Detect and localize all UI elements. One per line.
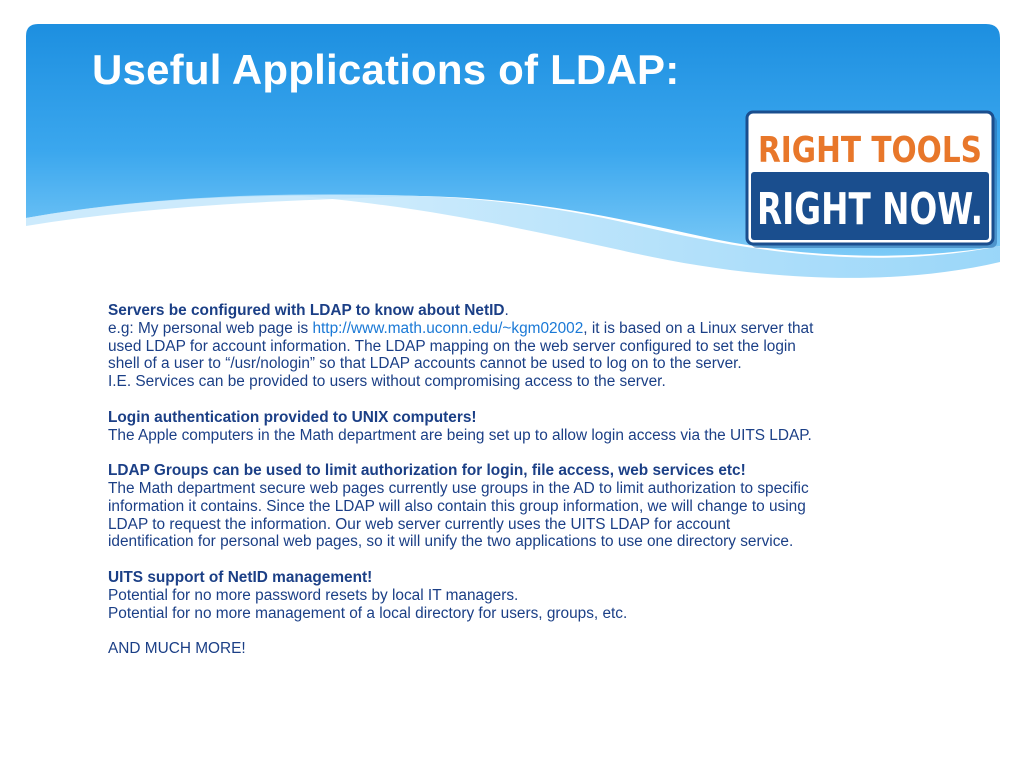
right-tools-logo	[745, 110, 1001, 252]
body-line: identification for personal web pages, so it will unify the two applications to use one directory service.	[108, 533, 794, 551]
logo-line2: RIGHT NOW.	[757, 184, 983, 235]
body-line: used LDAP for account information. The LDAP mapping on the web server configured to set the login	[108, 337, 796, 355]
personal-web-page-link[interactable]: http://www.math.uconn.edu/~kgm02002	[312, 319, 584, 337]
body-line: information it contains. Since the LDAP will also contain this group information, we will change to using	[108, 497, 806, 515]
section-heading: Login authentication provided to UNIX computers!	[108, 408, 477, 426]
body-line: The Apple computers in the Math department are being set up to allow login access via the UITS LDAP.	[108, 426, 812, 444]
section-heading: LDAP Groups can be used to limit authorization for login, file access, web services etc!	[108, 462, 746, 480]
section-ldap-groups	[108, 462, 928, 551]
example-prefix: e.g: My personal web page is	[108, 319, 313, 337]
section-login-authentication	[108, 409, 928, 445]
section-heading: Servers be configured with LDAP to know about NetID	[108, 302, 505, 319]
body-line: shell of a user to “/usr/nologin” so that LDAP accounts cannot be used to log on to the server.	[108, 355, 742, 373]
closing-text-block	[108, 640, 928, 658]
body-content	[108, 302, 928, 676]
section-heading: UITS support of NetID management!	[108, 568, 373, 586]
body-line: The Math department secure web pages currently use groups in the AD to limit authorization to specific	[108, 479, 809, 497]
closing-text: AND MUCH MORE!	[108, 640, 246, 658]
body-line: I.E. Services can be provided to users without compromising access to the server.	[108, 373, 666, 391]
body-line: Potential for no more management of a local directory for users, groups, etc.	[108, 604, 628, 622]
slide-title: Useful Applications of LDAP:	[92, 46, 680, 93]
body-line: LDAP to request the information. Our web server currently uses the UITS LDAP for account	[108, 515, 731, 533]
section-netid-management	[108, 569, 928, 622]
section-netid-servers	[108, 302, 928, 391]
example-suffix: , it is based on a Linux server that	[583, 319, 814, 337]
body-line: Potential for no more password resets by local IT managers.	[108, 586, 519, 604]
heading-period: .	[504, 302, 509, 319]
body-line	[108, 320, 928, 338]
logo-line1: RIGHT TOOLS	[758, 130, 982, 171]
section-heading-line	[108, 302, 928, 320]
